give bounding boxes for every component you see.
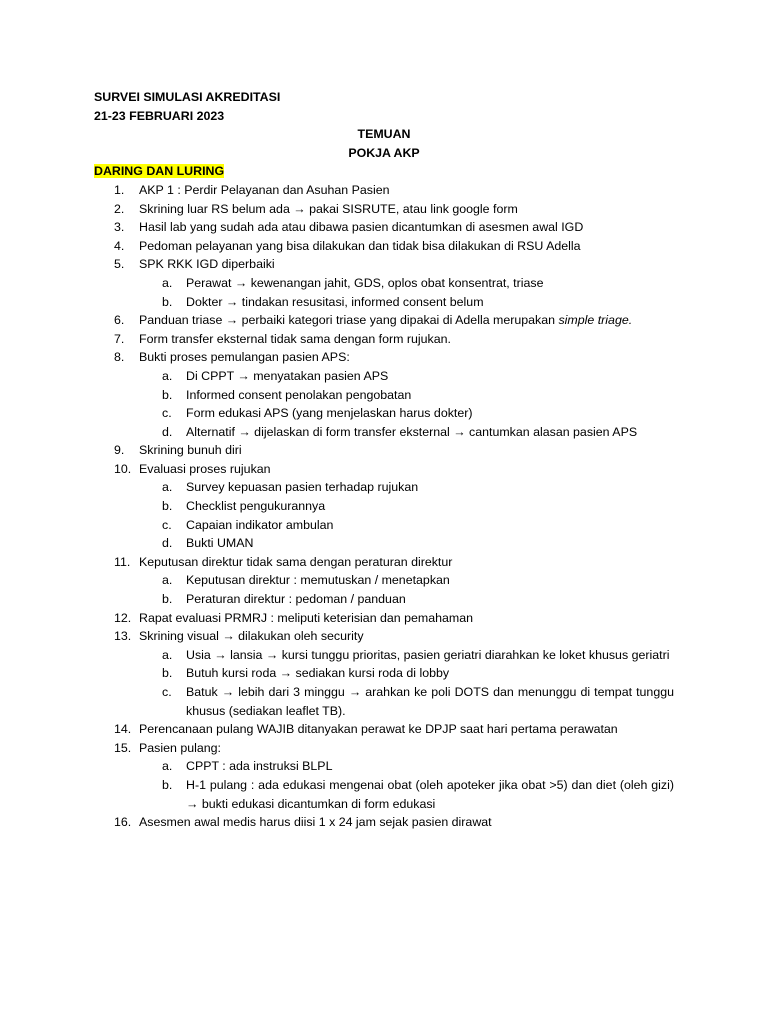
- sub-list-item: [94, 664, 674, 683]
- list-number: 3.: [114, 220, 125, 235]
- list-text: Skrining luar RS belum ada → pakai SISRUTE, atau link google form: [139, 201, 518, 216]
- list-text: Evaluasi proses rujukan: [139, 461, 271, 476]
- list-number: b.: [162, 499, 173, 514]
- list-text: Batuk → lebih dari 3 minggu → arahkan ke poli DOTS dan menunggu di tempat tunggu khusus (sediakan leaflet TB).: [186, 685, 674, 718]
- list-number: b.: [162, 387, 173, 402]
- list-item: [94, 311, 674, 330]
- list-text: Pasien pulang:: [139, 740, 221, 755]
- list-number: 16.: [114, 815, 132, 830]
- list-item: [94, 348, 674, 367]
- list-number: 8.: [114, 350, 125, 365]
- list-text: AKP 1 : Perdir Pelayanan dan Asuhan Pasien: [139, 182, 390, 197]
- list-number: b.: [162, 592, 173, 607]
- list-number: 11.: [114, 554, 131, 569]
- list-text: Peraturan direktur : pedoman / panduan: [186, 592, 406, 607]
- survey-title: SURVEI SIMULASI AKREDITASI: [94, 90, 281, 104]
- list-text: Skrining bunuh diri: [139, 443, 242, 458]
- list-number: c.: [162, 406, 172, 421]
- list-text: Informed consent penolakan pengobatan: [186, 387, 412, 402]
- list-number: 2.: [114, 201, 125, 216]
- sub-list-item: [94, 274, 674, 293]
- sub-list-item: [94, 776, 674, 813]
- list-number: b.: [162, 666, 173, 681]
- findings-list: [94, 181, 674, 832]
- list-text: Pedoman pelayanan yang bisa dilakukan dan tidak bisa dilakukan di RSU Adella: [139, 238, 581, 253]
- sub-list-item: [94, 683, 674, 720]
- list-number: a.: [162, 647, 173, 662]
- list-number: 6.: [114, 313, 125, 328]
- list-text: Perawat → kewenangan jahit, GDS, oplos obat konsentrat, triase: [186, 275, 544, 290]
- list-item: [94, 813, 674, 832]
- list-text: Perencanaan pulang WAJIB ditanyakan perawat ke DPJP saat hari pertama perawatan: [139, 722, 618, 737]
- list-item: [94, 218, 674, 237]
- pokja-heading: POKJA AKP: [348, 145, 420, 160]
- list-number: 1.: [114, 182, 125, 197]
- list-number: 12.: [114, 610, 132, 625]
- list-item: [94, 627, 674, 646]
- list-text: Keputusan direktur tidak sama dengan peraturan direktur: [139, 554, 453, 569]
- list-number: a.: [162, 368, 173, 383]
- list-number: 14.: [114, 722, 132, 737]
- list-item: [94, 553, 674, 572]
- list-item: [94, 739, 674, 758]
- list-text: Survey kepuasan pasien terhadap rujukan: [186, 480, 419, 495]
- section-heading-wrap: [94, 162, 674, 181]
- survey-date: 21-23 FEBRUARI 2023: [94, 108, 225, 123]
- sub-list-item: [94, 423, 674, 442]
- list-number: a.: [162, 573, 173, 588]
- list-text: Rapat evaluasi PRMRJ : meliputi keterisian dan pemahaman: [139, 610, 474, 625]
- sub-list-item: [94, 497, 674, 516]
- sub-list-item: [94, 646, 674, 665]
- list-number: a.: [162, 480, 173, 495]
- list-text: Butuh kursi roda → sediakan kursi roda di lobby: [186, 666, 450, 681]
- sub-list-item: [94, 478, 674, 497]
- list-number: a.: [162, 759, 173, 774]
- list-text: CPPT : ada instruksi BLPL: [186, 759, 333, 774]
- list-item: [94, 181, 674, 200]
- list-text: Panduan triase → perbaiki kategori triase yang dipakai di Adella merupakan: [139, 313, 556, 328]
- list-text-italic: simple triage.: [558, 313, 633, 328]
- list-number: 7.: [114, 331, 125, 346]
- list-text: Bukti proses pemulangan pasien APS:: [139, 350, 350, 365]
- sub-list-item: [94, 367, 674, 386]
- section-heading: DARING DAN LURING: [94, 164, 225, 179]
- sub-list-item: [94, 534, 674, 553]
- list-item: [94, 237, 674, 256]
- sub-list-item: [94, 757, 674, 776]
- list-text: Capaian indikator ambulan: [186, 517, 334, 532]
- list-number: 13.: [114, 629, 132, 644]
- list-number: b.: [162, 777, 173, 792]
- list-item: [94, 330, 674, 349]
- list-number: c.: [162, 685, 172, 699]
- list-text: H-1 pulang : ada edukasi mengenai obat (oleh apoteker jika obat >5) dan diet (oleh gizi) → bukti edukasi dicantumkan di form edukasi: [186, 777, 674, 811]
- findings-heading: TEMUAN: [357, 127, 411, 142]
- list-number: b.: [162, 294, 173, 309]
- sub-list-item: [94, 571, 674, 590]
- sub-list-item: [94, 404, 674, 423]
- list-number: 10.: [114, 461, 132, 476]
- list-text: Skrining visual → dilakukan oleh security: [139, 629, 364, 644]
- list-text: Di CPPT → menyatakan pasien APS: [186, 368, 389, 383]
- list-number: 9.: [114, 443, 125, 458]
- list-text: Hasil lab yang sudah ada atau dibawa pasien dicantumkan di asesmen awal IGD: [139, 220, 584, 235]
- list-text: SPK RKK IGD diperbaiki: [139, 257, 275, 272]
- sub-list-item: [94, 386, 674, 405]
- list-text: Dokter → tindakan resusitasi, informed consent belum: [186, 294, 484, 309]
- list-number: d.: [162, 536, 173, 551]
- list-number: c.: [162, 517, 172, 532]
- list-text: Alternatif → dijelaskan di form transfer eksternal → cantumkan alasan pasien APS: [186, 424, 638, 439]
- sub-list-item: [94, 293, 674, 312]
- list-item: [94, 200, 674, 219]
- list-text: Bukti UMAN: [186, 536, 254, 551]
- list-number: 15.: [114, 740, 132, 755]
- list-text: Checklist pengukurannya: [186, 499, 326, 514]
- list-item: [94, 460, 674, 479]
- list-number: a.: [162, 275, 173, 290]
- list-text: Keputusan direktur : memutuskan / menetapkan: [186, 573, 450, 588]
- list-item: [94, 255, 674, 274]
- list-text: Form transfer eksternal tidak sama dengan form rujukan.: [139, 331, 451, 346]
- list-number: 5.: [114, 257, 125, 272]
- list-text: Usia → lansia → kursi tunggu prioritas, pasien geriatri diarahkan ke loket khusus geriatri: [186, 647, 670, 662]
- list-item: [94, 720, 674, 739]
- list-text: Asesmen awal medis harus diisi 1 x 24 jam sejak pasien dirawat: [139, 815, 492, 830]
- list-number: d.: [162, 424, 173, 439]
- sub-list-item: [94, 516, 674, 535]
- list-item: [94, 609, 674, 628]
- list-number: 4.: [114, 238, 125, 253]
- list-item: [94, 441, 674, 460]
- sub-list-item: [94, 590, 674, 609]
- list-text: Form edukasi APS (yang menjelaskan harus dokter): [186, 406, 473, 421]
